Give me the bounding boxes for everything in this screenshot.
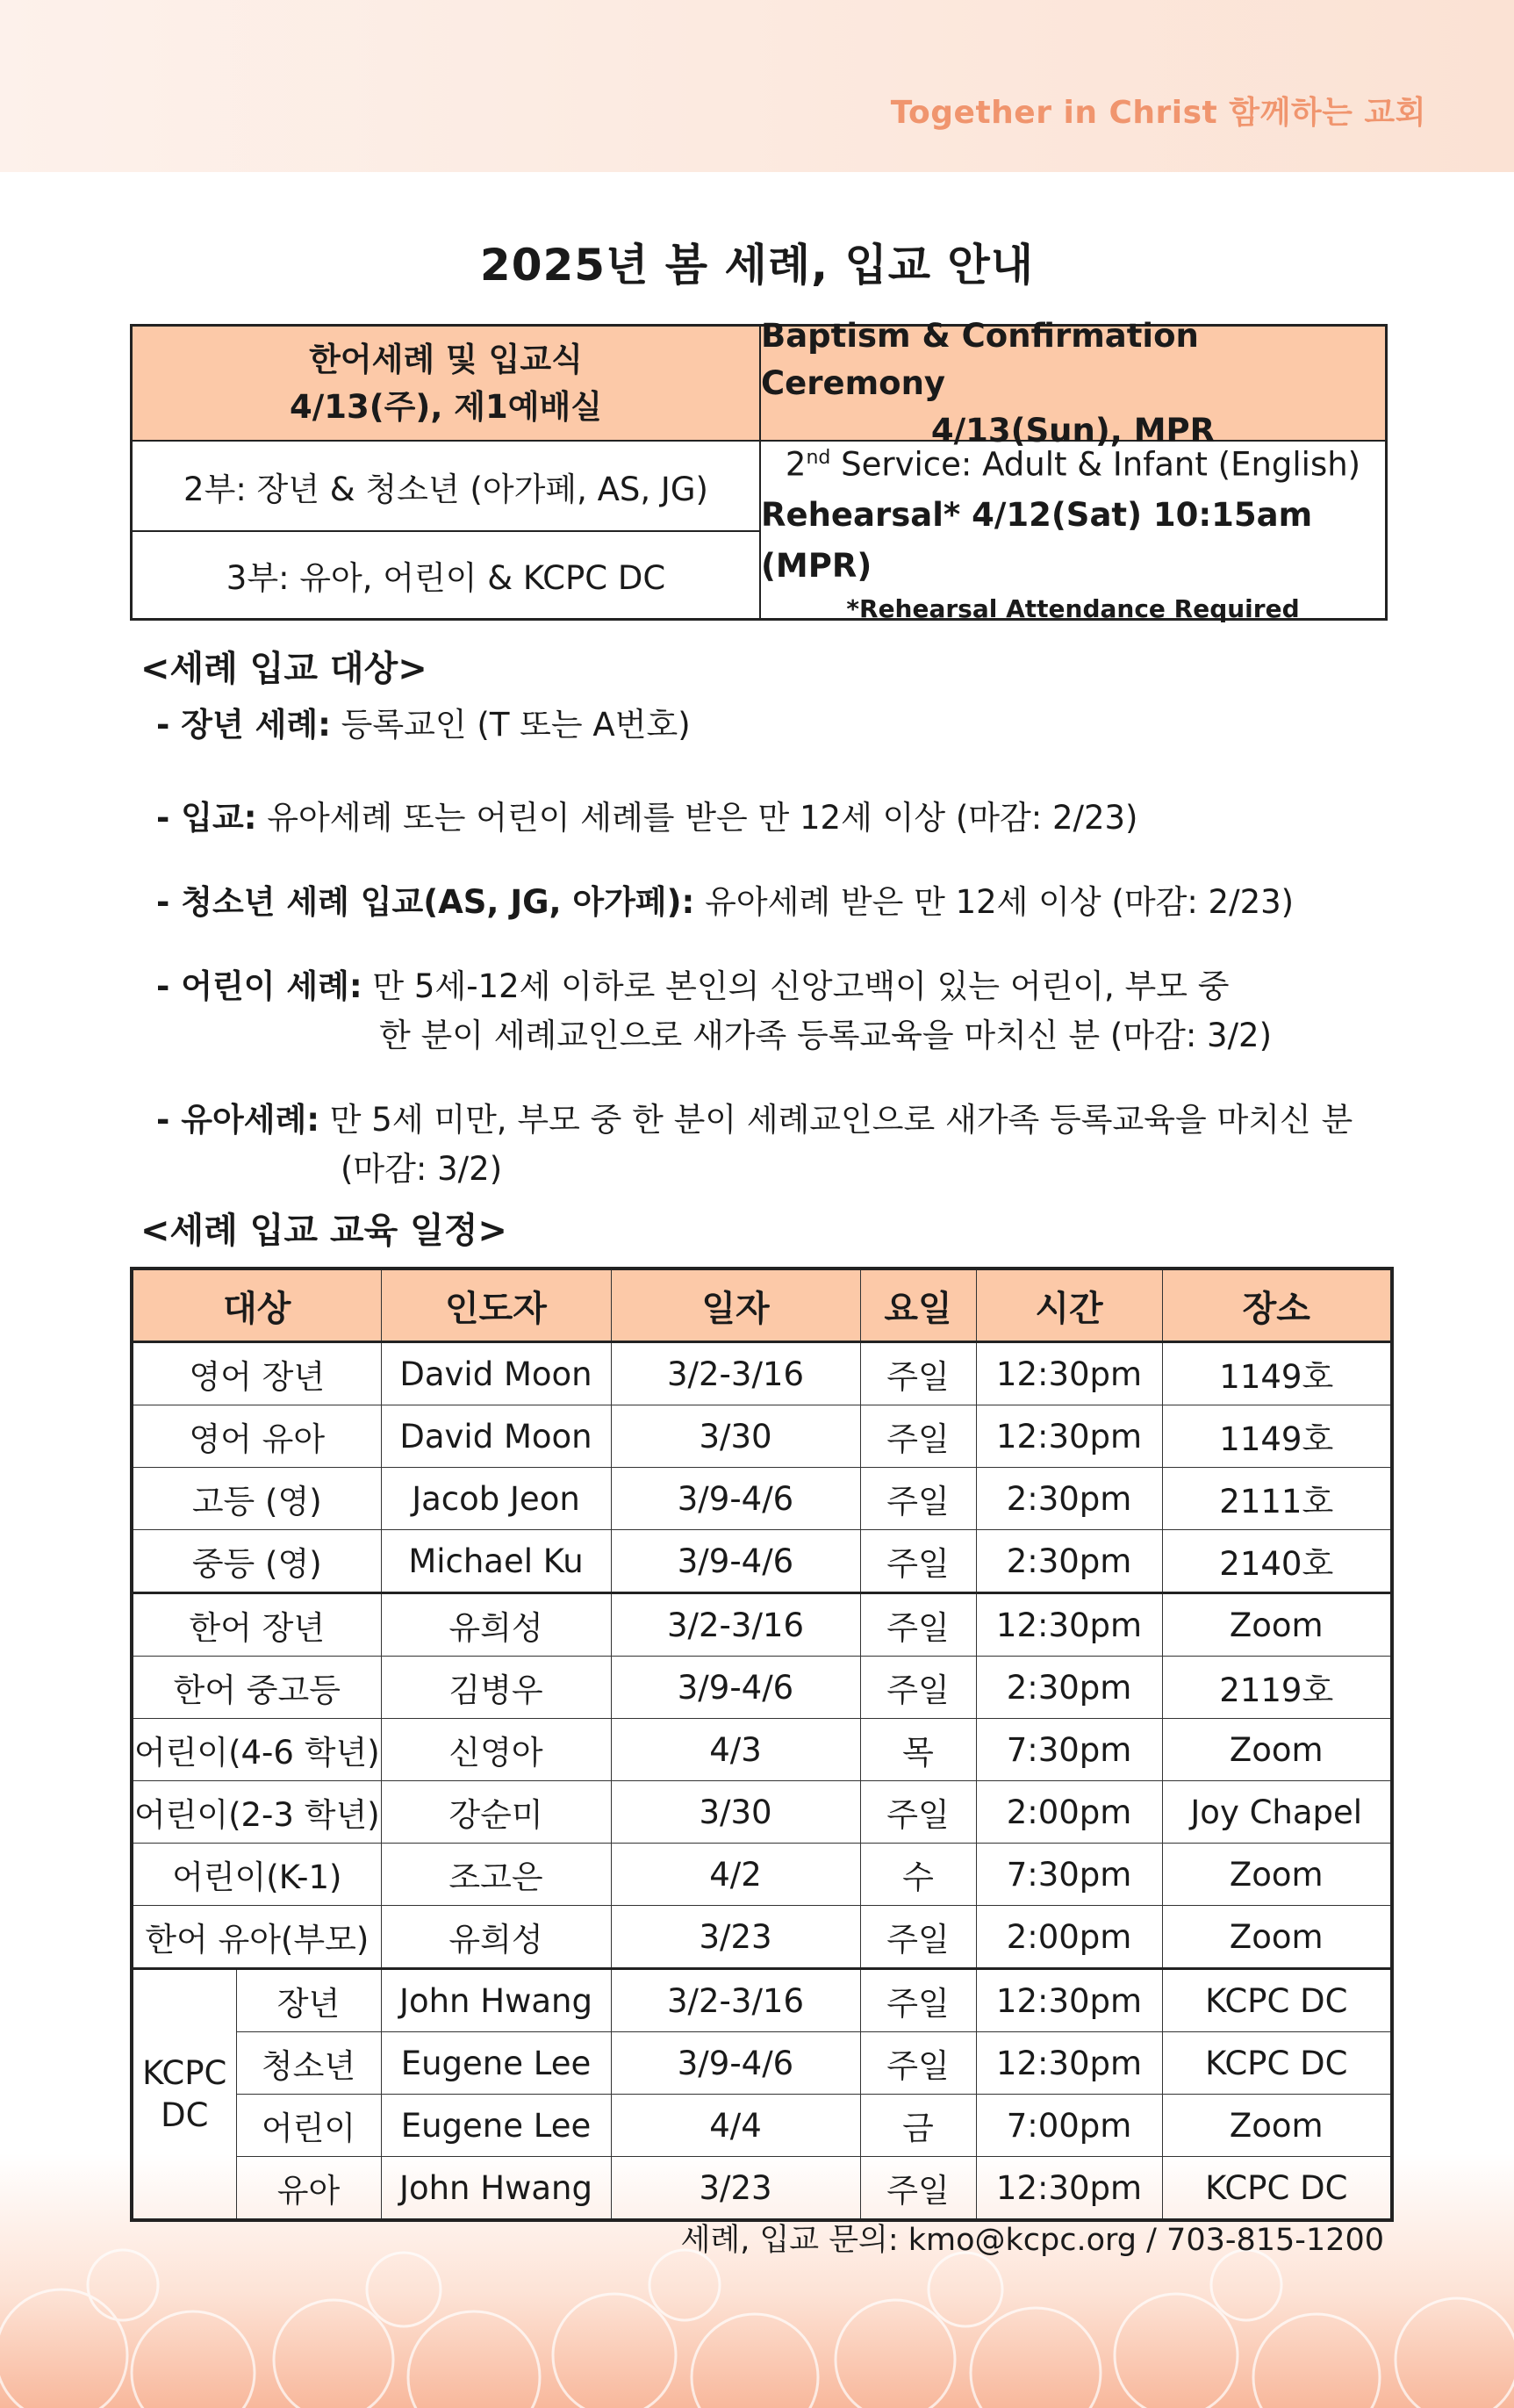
korean-ceremony-date: 4/13(주), 제1예배실 (290, 387, 602, 426)
col-day: 요일 (860, 1269, 976, 1342)
eligibility-item-youth: - 청소년 세례 입교(AS, JG, 아가페): 유아세례 받은 만 12세 이상 (마감: 2/23) (156, 883, 1295, 921)
korean-ceremony-header (133, 327, 761, 442)
table-row: 한어 장년 유희성 3/2-3/16 주일 12:30pm Zoom (132, 1593, 1392, 1657)
english-ceremony-title: Baptism & Confirmation Ceremony (761, 316, 1199, 402)
table-row: 어린이(K-1) 조고은 4/2 수 7:30pm Zoom (132, 1844, 1392, 1906)
page-title: 2025년 봄 세례, 입교 안내 (479, 240, 1035, 291)
col-leader: 인도자 (381, 1269, 611, 1342)
korean-ceremony-title: 한어세례 및 입교식 (309, 340, 583, 378)
english-ceremony-date: 4/13(Sun), MPR (930, 411, 1216, 449)
eligibility-item-children: - 어린이 세례: 만 5세-12세 이하로 본인의 신앙고백이 있는 어린이, 부모 중 한 분이 세례교인으로 새가족 등록교육을 마치신 분 (마감: 3/2) (156, 967, 1273, 1054)
table-row: 영어 유아 David Moon 3/30 주일 12:30pm 1149호 (132, 1405, 1392, 1468)
table-row: 한어 유아(부모) 유희성 3/23 주일 2:00pm Zoom (132, 1906, 1392, 1969)
ceremony-table (130, 316, 1388, 624)
table-row: 중등 (영) Michael Ku 3/9-4/6 주일 2:30pm 2140호 (132, 1530, 1392, 1593)
table-row: 유아 John Hwang 3/23 주일 12:30pm KCPC DC (132, 2157, 1392, 2221)
table-row: 어린이(2-3 학년) 강순미 3/30 주일 2:00pm Joy Chapel (132, 1781, 1392, 1844)
english-service: 2nd Service: Adult & Infant (English) (785, 445, 1361, 484)
table-row: 영어 장년 David Moon 3/2-3/16 주일 12:30pm 1149호 (132, 1342, 1392, 1405)
table-row: 청소년 Eugene Lee 3/9-4/6 주일 12:30pm KCPC DC (132, 2032, 1392, 2095)
col-target: 대상 (132, 1269, 381, 1342)
english-ceremony-header (761, 316, 1385, 449)
schedule-table (130, 1267, 1394, 2222)
table-row: KCPC DC 장년 John Hwang 3/2-3/16 주일 12:30pm KCPC DC (132, 1969, 1392, 2032)
col-place: 장소 (1162, 1269, 1392, 1342)
korean-service-3: 3부: 유아, 어린이 & KCPC DC (133, 532, 761, 618)
col-time: 시간 (976, 1269, 1162, 1342)
table-row: 어린이(4-6 학년) 신영아 4/3 목 7:30pm Zoom (132, 1719, 1392, 1781)
table-row: 어린이 Eugene Lee 4/4 금 7:00pm Zoom (132, 2095, 1392, 2157)
english-service-cell (761, 442, 1385, 624)
korean-service-2: 2부: 장년 & 청소년 (아가페, AS, JG) (133, 442, 761, 532)
schedule-header-row (132, 1269, 1392, 1342)
rehearsal-note: *Rehearsal Attendance Required (846, 594, 1300, 624)
table-row: 고등 (영) Jacob Jeon 3/9-4/6 주일 2:30pm 2111호 (132, 1468, 1392, 1530)
eligibility-item-infant: - 유아세례: 만 5세 미만, 부모 중 한 분이 세례교인으로 새가족 등록교육을 마치신 분 (마감: 3/2) (156, 1101, 1353, 1188)
table-row: 한어 중고등 김병우 3/9-4/6 주일 2:30pm 2119호 (132, 1657, 1392, 1719)
eligibility-heading: <세례 입교 대상> (140, 649, 427, 689)
col-date: 일자 (611, 1269, 860, 1342)
eligibility-item-adult: - 장년 세례: 등록교인 (T 또는 A번호) (156, 706, 691, 744)
top-banner (0, 0, 1514, 172)
schedule-heading: <세례 입교 교육 일정> (140, 1211, 507, 1251)
tagline: Together in Christ 함께하는 교회 (890, 95, 1426, 131)
eligibility-item-confirmation: - 입교: 유아세례 또는 어린이 세례를 받은 만 12세 이상 (마감: 2/23) (156, 799, 1138, 837)
rehearsal-info: Rehearsal* 4/12(Sat) 10:15am (MPR) (761, 496, 1313, 586)
contact-info: 세례, 입교 문의: kmo@kcpc.org / 703-815-1200 (680, 2223, 1384, 2258)
dc-group-label: KCPC DC (132, 1969, 236, 2221)
